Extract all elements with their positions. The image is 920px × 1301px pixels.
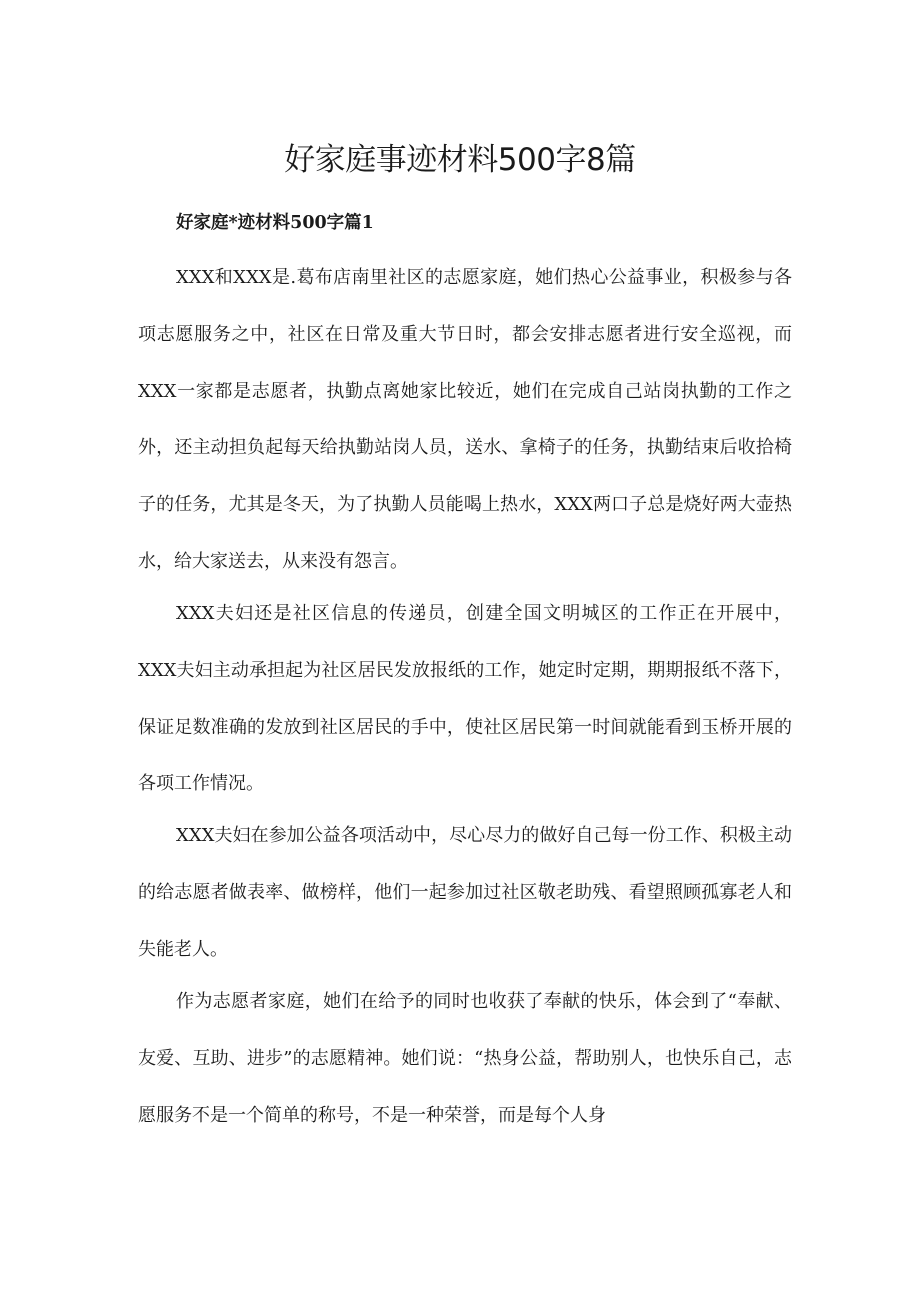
paragraph: XXX夫妇在参加公益各项活动中，尽心尽力的做好自己每一份工作、积极主动的给志愿者做表率、做榜样，他们一起参加过社区敬老助残、看望照顾孤寡老人和失能老人。: [138, 825, 792, 960]
paragraph: 作为志愿者家庭，她们在给予的同时也收获了奉献的快乐，体会到了“奉献、友爱、互助、进步”的志愿精神。她们说：“热身公益，帮助别人，也快乐自己，志愿服务不是一个简单的称号，不是一种荣誉，而是每个人身: [138, 991, 792, 1126]
section-heading: 好家庭*迹材料500字篇1: [176, 213, 374, 233]
paragraph: XXX和XXX是.葛布店南里社区的志愿家庭，她们热心公益事业，积极参与各项志愿服务之中，社区在日常及重大节日时，都会安排志愿者进行安全巡视，而XXX一家都是志愿者，执勤点离她家比较近，她们在完成自己站岗执勤的工作之外，还主动担负起每天给执勤站岗人员，送水、拿椅子的任务，执勤结束后收拾椅子的任务，尤其是冬天，为了执勤人员能喝上热水，XXX两口子总是烧好两大壶热水，给大家送去，从来没有怨言。: [138, 267, 792, 572]
paragraph: XXX夫妇还是社区信息的传递员，创建全国文明城区的工作正在开展中，XXX夫妇主动承担起为社区居民发放报纸的工作，她定时定期，期期报纸不落下，保证足数准确的发放到社区居民的手中，使社区居民第一时间就能看到玉桥开展的各项工作情况。: [138, 603, 792, 795]
document-title: 好家庭事迹材料500字8篇: [284, 142, 636, 178]
